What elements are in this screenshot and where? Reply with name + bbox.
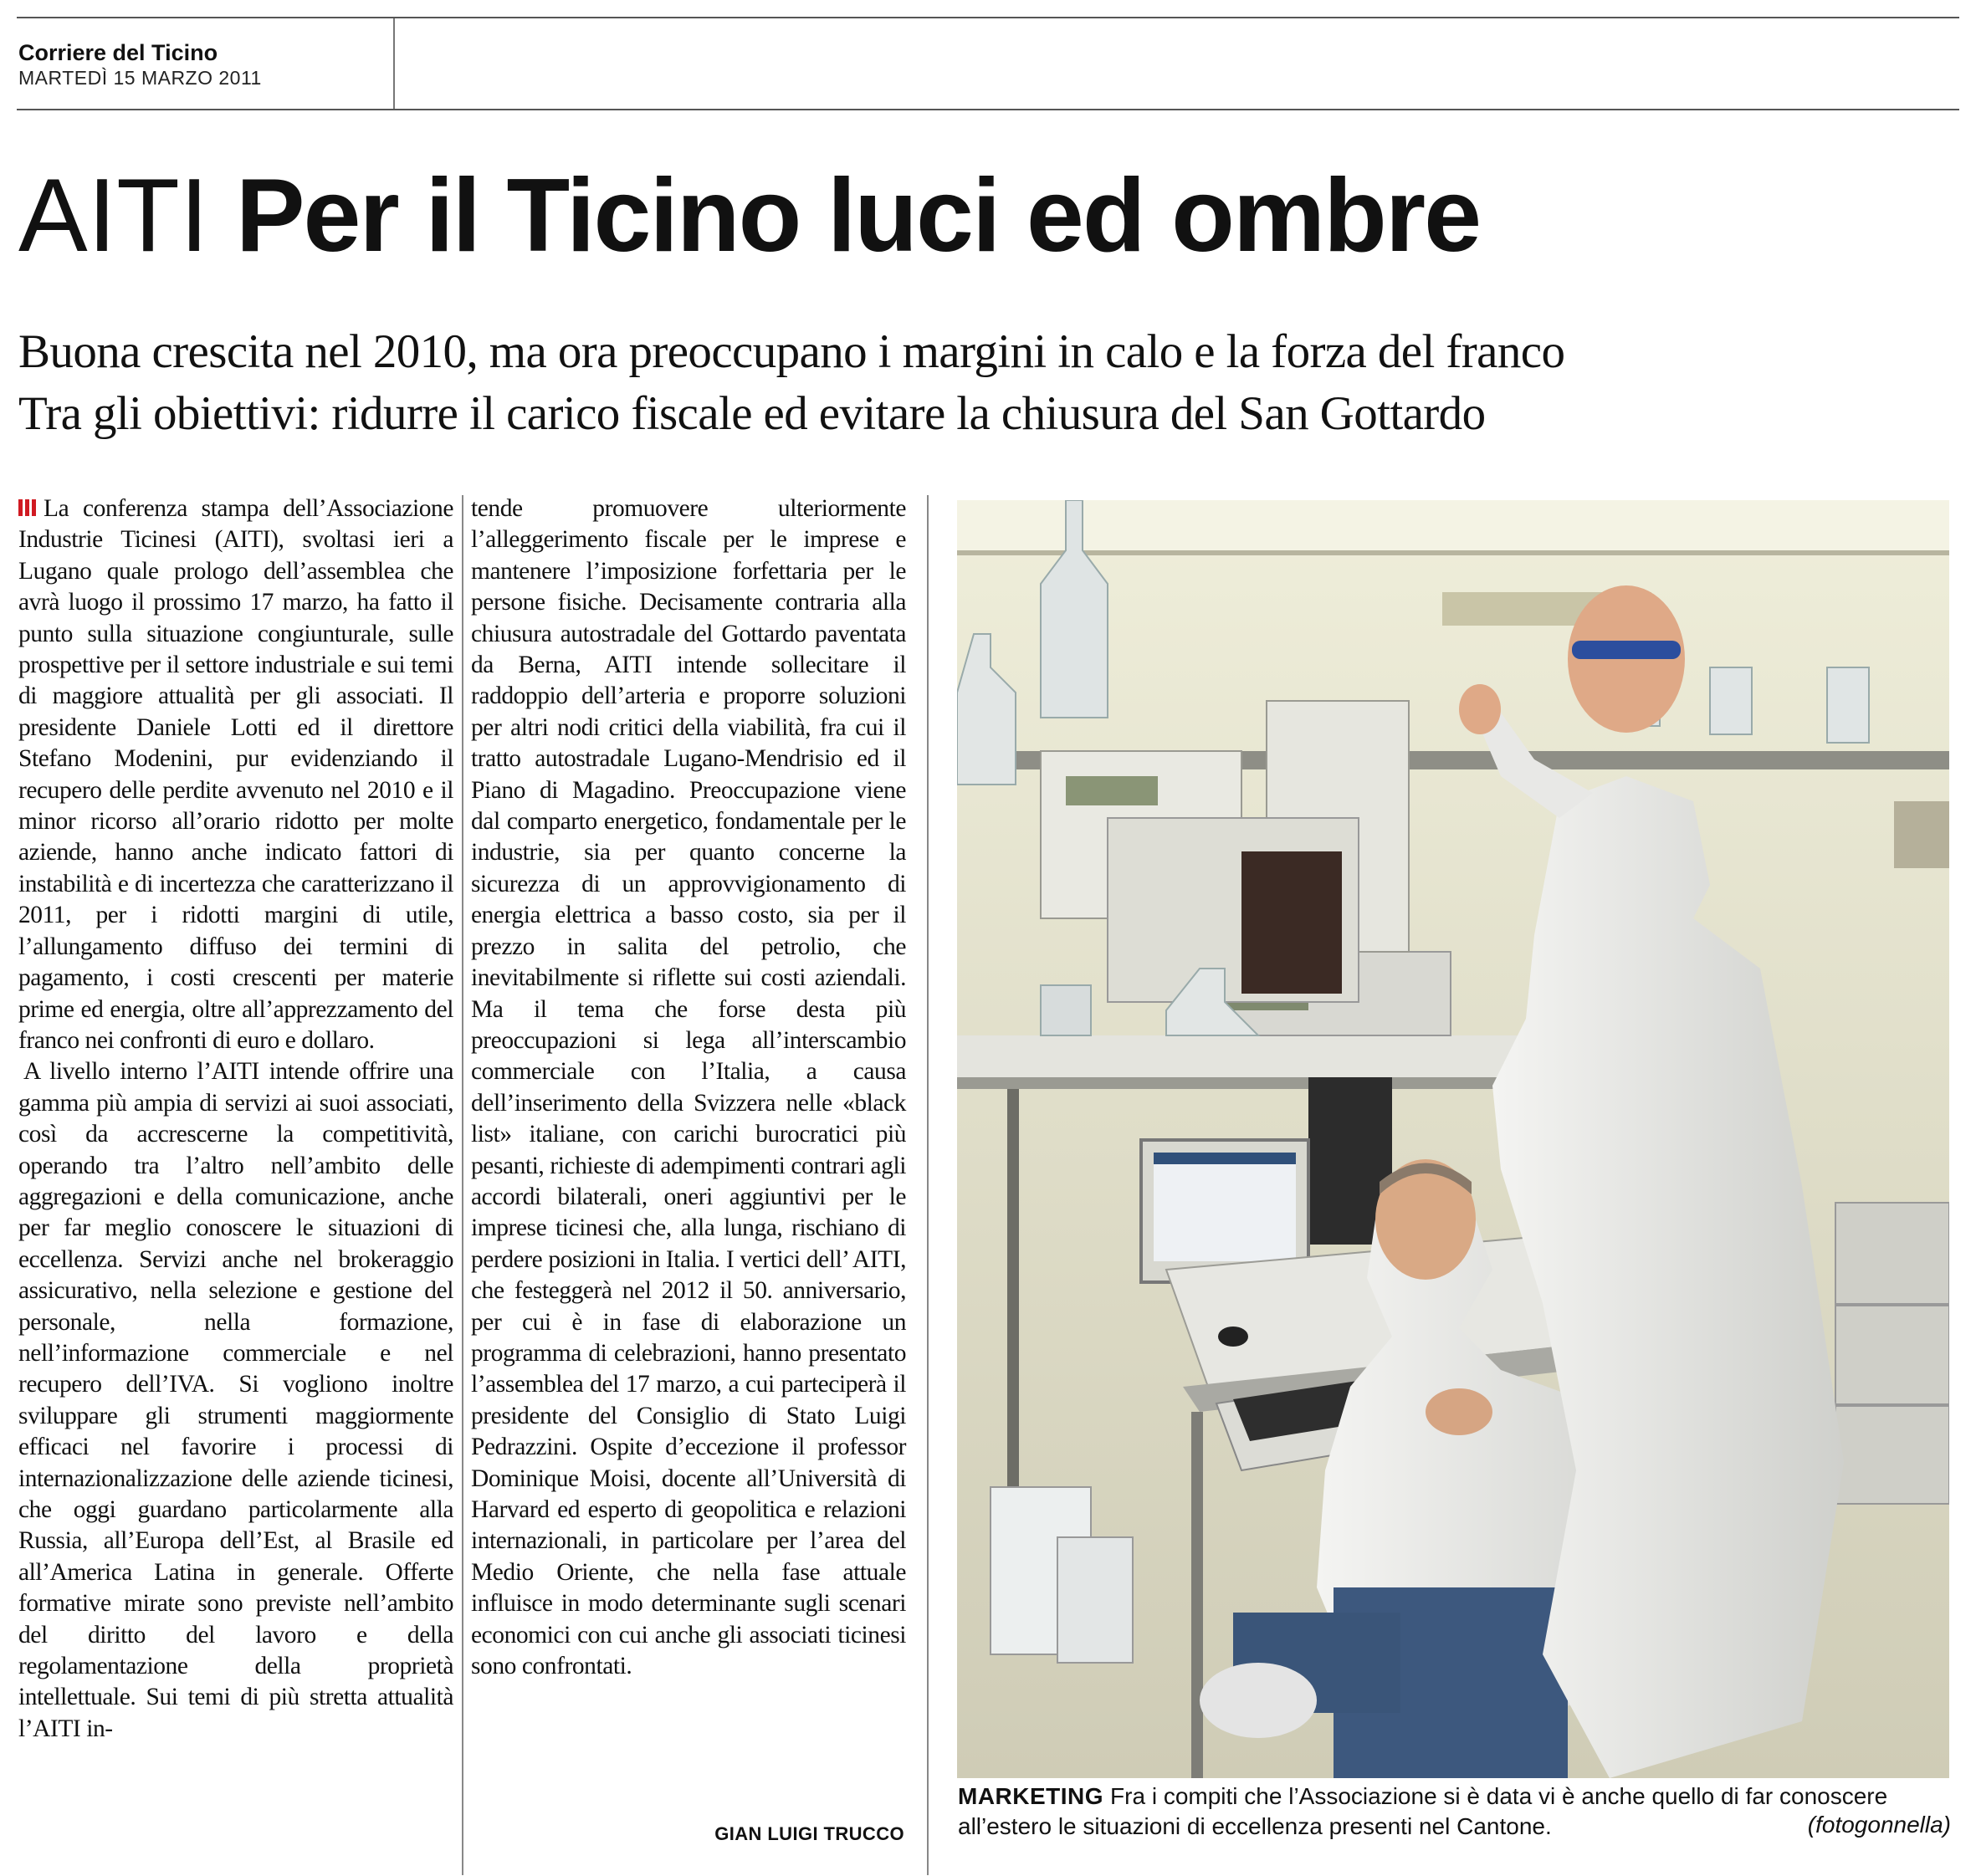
masthead-divider bbox=[393, 18, 395, 109]
headline-kicker: AITI bbox=[18, 158, 209, 273]
column-rule bbox=[462, 495, 463, 1875]
paper-name: Corriere del Ticino bbox=[18, 40, 218, 65]
caption-text: Fra i compiti che l’Associazione si è data vi è anche quello di far conoscere all’estero le situazioni di eccellenza presenti nel Cantone. bbox=[958, 1783, 1888, 1839]
photo-caption bbox=[958, 1781, 1950, 1842]
column-rule bbox=[927, 495, 929, 1875]
headline bbox=[18, 157, 1480, 274]
photo-credit: (fotogonnella) bbox=[1807, 1812, 1951, 1838]
paragraph-text: La conferenza stampa dell’Associazione Industrie Ticinesi (AITI), svoltasi ieri a Lugano quale prologo dell’assemblea che avrà luogo il prossimo 17 marzo, ha fatto il punto sulla situazione congiunturale, sulle prospettive per il settore industriale e sui temi di maggiore attualità per gli associati. Il presidente Daniele Lotti ed il direttore Stefano Modenini, pur evidenziando il recupero delle perdite avvenuto nel 2010 e il minor ricorso all’orario ridotto per molte aziende, hanno anche indicato fattori di instabilità e di incertezza che caratterizzano il 2011, per i ridotti margini di utile, l’allungamento diffuso dei termini di pagamento, i costi crescenti per materie prime ed energia, oltre all’apprezzamento del franco nei confronti di euro e dollaro. bbox=[18, 495, 453, 1054]
article-column-1 bbox=[18, 493, 453, 1745]
section-marker-icon bbox=[18, 499, 38, 516]
headline-title: Per il Ticino luci ed ombre bbox=[235, 158, 1481, 273]
subheadline-2: Tra gli obiettivi: ridurre il carico fiscale ed evitare la chiusura del San Gottardo bbox=[18, 387, 1486, 440]
article-paragraph: A livello interno l’AITI intende offrire una gamma più ampia di servizi ai suoi associati, così da accrescerne la competitività, operando tra l’altro nell’ambito delle aggregazioni e della comunicazione, anche per far meglio conoscere le situazioni di eccellenza. Servizi anche nel brokeraggio assicurativo, nella selezione e gestione del personale, nella formazione, nell’informazione commerciale e nel recupero dell’IVA. Si vogliono inoltre sviluppare gli strumenti maggiormente efficaci nel favorire i processi di internazionalizzazione delle aziende ticinesi, che oggi guardano particolarmente alla Russia, all’Europa dell’Est, al Brasile ed all’America Latina in generale. Offerte formative mirate sono previste nell’ambito del diritto del lavoro e della regolamentazione della proprietà intellettuale. Sui temi di più stretta attualità l’AITI in- bbox=[18, 1058, 453, 1742]
article-paragraph bbox=[18, 493, 453, 1056]
masthead bbox=[17, 17, 1959, 110]
laboratory-photo bbox=[957, 500, 1949, 1778]
byline: GIAN LUIGI TRUCCO bbox=[714, 1823, 904, 1844]
publication-date: MARTEDÌ 15 MARZO 2011 bbox=[18, 67, 262, 89]
caption-label: MARKETING bbox=[958, 1783, 1104, 1809]
subheadline-1: Buona crescita nel 2010, ma ora preoccupano i margini in calo e la forza del franco bbox=[18, 325, 1565, 378]
article-paragraph: tende promuovere ulteriormente l’alleggerimento fiscale per le imprese e mantenere l’imposizione forfettaria per le persone fisiche. Decisamente contraria alla chiusura autostradale del Gottardo paventata da Berna, AITI intende sollecitare il raddoppio dell’arteria e proporre soluzioni per altri nodi critici della viabilità, fra cui il tratto autostradale Lugano-Mendrisio ed il Piano di Magadino. Preoccupazione viene dal comparto energetico, fondamentale per le industrie, sia per quanto concerne la sicurezza di un approvvigionamento di energia elettrica a basso costo, sia per il prezzo in salita del petrolio, che inevitabilmente si riflette sui costi aziendali. Ma il tema che forse desta più preoccupazioni si lega all’interscambio commerciale con l’Italia, a causa dell’inserimento della Svizzera nelle «black list» italiane, con carichi burocratici più pesanti, richieste di adempimenti contrari agli accordi bilaterali, oneri aggiuntivi per le imprese ticinesi che, alla lunga, rischiano di perdere posizioni in Italia. I vertici dell’ AITI, che festeggerà nel 2012 il 50. anniversario, per cui è in fase di elaborazione un programma di celebrazioni, hanno presentato l’assemblea del 17 marzo, a cui parteciperà il presidente del Consiglio di Stato Luigi Pedrazzini. Ospite d’eccezione il professor Dominique Moisi, docente all’Università di Harvard ed esperto di geopolitica e relazioni internazionali, in particolare per l’area del Medio Oriente, che nella fase attuale influisce in modo determinante sugli scenari economici con cui anche gli associati ticinesi sono confrontati. bbox=[471, 495, 906, 1680]
article-column-2 bbox=[471, 493, 906, 1682]
